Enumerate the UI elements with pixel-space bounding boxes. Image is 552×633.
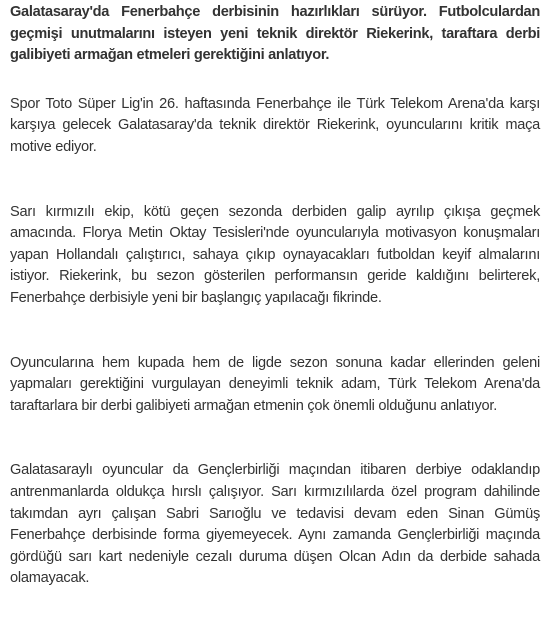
article-paragraph: Oyuncularına hem kupada hem de ligde sezon sonuna kadar ellerinden geleni yapmaları gerektiğini vurgulayan deneyimli teknik adam, Türk Telekom Arena'da taraftarlara bir derbi galibiyeti armağan etmenin çok önemli olduğunu anlatıyor.: [10, 354, 540, 414]
article-paragraph: Spor Toto Süper Lig'in 26. haftasında Fenerbahçe ile Türk Telekom Arena'da karşı karşıya gelecek Galatasaray'da teknik direktör Riekerink, oyuncularını kritik maça motive ediyor.: [10, 95, 540, 155]
article-paragraph: Galatasaraylı oyuncular da Gençlerbirliği maçından itibaren derbiye odaklandıp antrenmanlarda oldukça hırslı çalışıyor. Sarı kırmızılılarda özel program dahilinde takımdan ayrı çalışan Sabri Sarıoğlu ve tedavisi devam eden Sinan Gümüş Fenerbahçe derbisinde forma giyemeyecek. Aynı zamanda Gençlerbirliği maçında gördüğü sarı kart nedeniyle cezalı duruma düşen Olcan Adın da derbide sahada olamayacak.: [10, 462, 540, 587]
article-paragraph: Sarı kırmızılı ekip, kötü geçen sezonda derbiden galip ayrılıp çıkışa geçmek amacında. Florya Metin Oktay Tesisleri'nde oyuncularıyla motivasyon konuşmaları yapan Hollandalı çalıştırıcı, sahaya çıkıp oynayacakları futboldan keyif almalarını istiyor. Riekerink, bu sezon gösterilen performansın geride kaldığını belirterek, Fenerbahçe derbisiyle yeni bir başlangıç yapılacağı fikrinde.: [10, 203, 540, 306]
news-article: [10, 2, 540, 633]
article-lead: Galatasaray'da Fenerbahçe derbisinin hazırlıkları sürüyor. Futbolculardan geçmişi unutmalarını isteyen yeni teknik direktör Riekerink, taraftara derbi galibiyeti armağan etmeleri gerektiğini anlatıyor.: [10, 4, 540, 64]
